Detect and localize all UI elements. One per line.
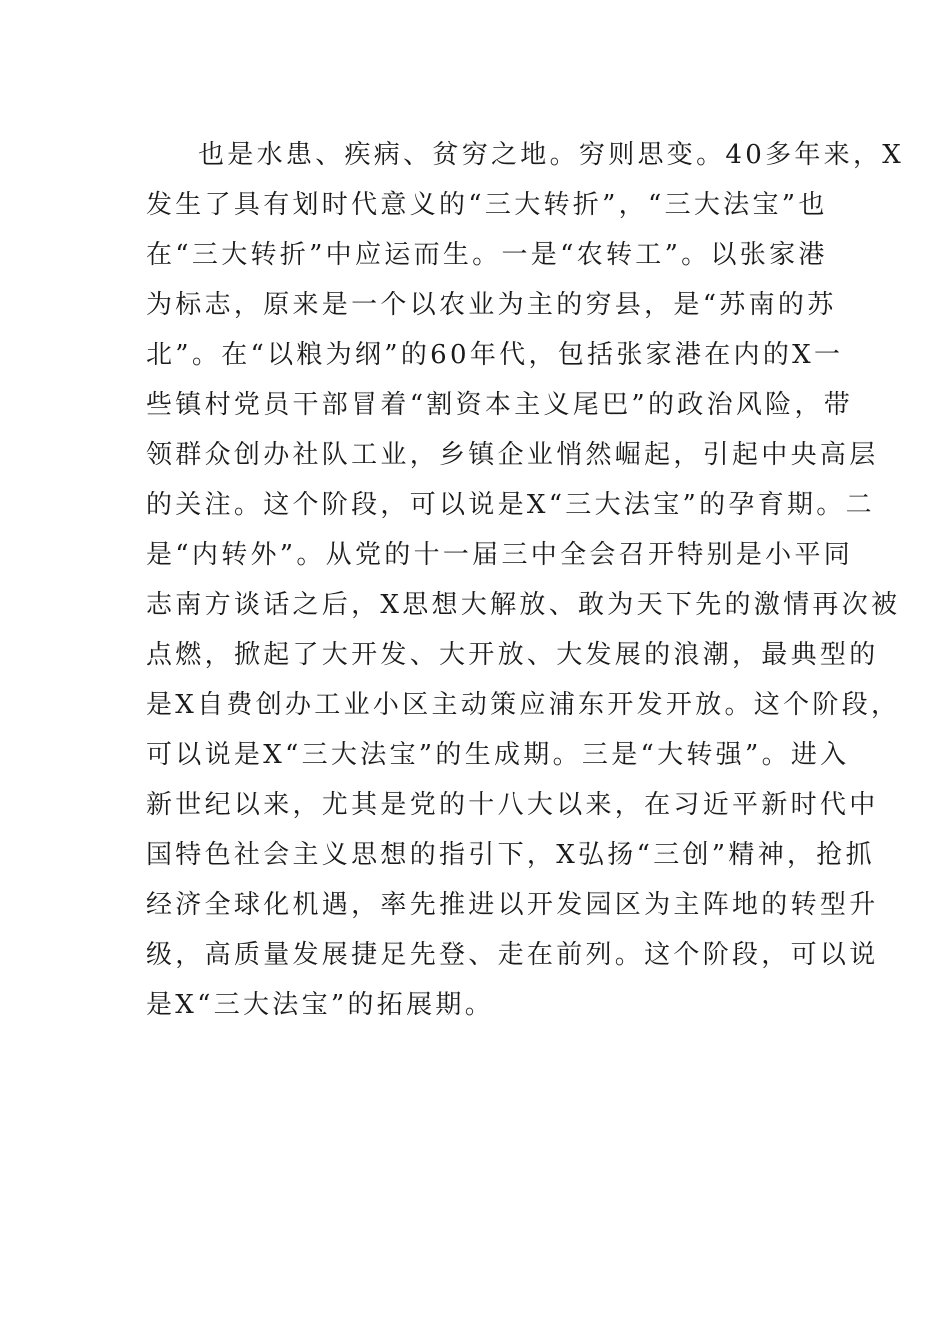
text-line: 国特色社会主义思想的指引下，X弘扬“三创”精神，抢抓: [146, 840, 875, 870]
text-line: 是X自费创办工业小区主动策应浦东开发开放。这个阶段，: [146, 690, 901, 720]
text-line: 新世纪以来，尤其是党的十八大以来，在习近平新时代中: [146, 790, 879, 820]
text-line: 在“三大转折”中应运而生。一是“农转工”。以张家港: [146, 240, 828, 270]
body-paragraph: [146, 130, 905, 1030]
text-line: 级，高质量发展捷足先登、走在前列。这个阶段，可以说: [146, 940, 879, 970]
text-line: 志南方谈话之后，X思想大解放、敢为天下先的激情再次被: [146, 590, 901, 620]
text-line: 的关注。这个阶段，可以说是X“三大法宝”的孕育期。二: [146, 490, 875, 520]
text-line: 点燃，掀起了大开发、大开放、大发展的浪潮，最典型的: [146, 640, 879, 670]
text-line: 可以说是X“三大法宝”的生成期。三是“大转强”。进入: [146, 740, 850, 770]
text-line: 领群众创办社队工业，乡镇企业悄然崛起，引起中央高层: [146, 440, 879, 470]
text-line: 也是水患、疾病、贫穷之地。穷则思变。40多年来，X: [198, 140, 905, 170]
text-line: 是“内转外”。从党的十一届三中全会召开特别是小平同: [146, 540, 854, 570]
text-line: 北”。在“以粮为纲”的60年代，包括张家港在内的X一: [146, 340, 844, 370]
text-line: 些镇村党员干部冒着“割资本主义尾巴”的政治风险，带: [146, 390, 854, 420]
text-line: 为标志，原来是一个以农业为主的穷县，是“苏南的苏: [146, 290, 837, 320]
text-line: 经济全球化机遇，率先推进以开发园区为主阵地的转型升: [146, 890, 879, 920]
text-line: 是X“三大法宝”的拓展期。: [146, 990, 494, 1020]
text-line: 发生了具有划时代意义的“三大转折”，“三大法宝”也: [146, 190, 828, 220]
